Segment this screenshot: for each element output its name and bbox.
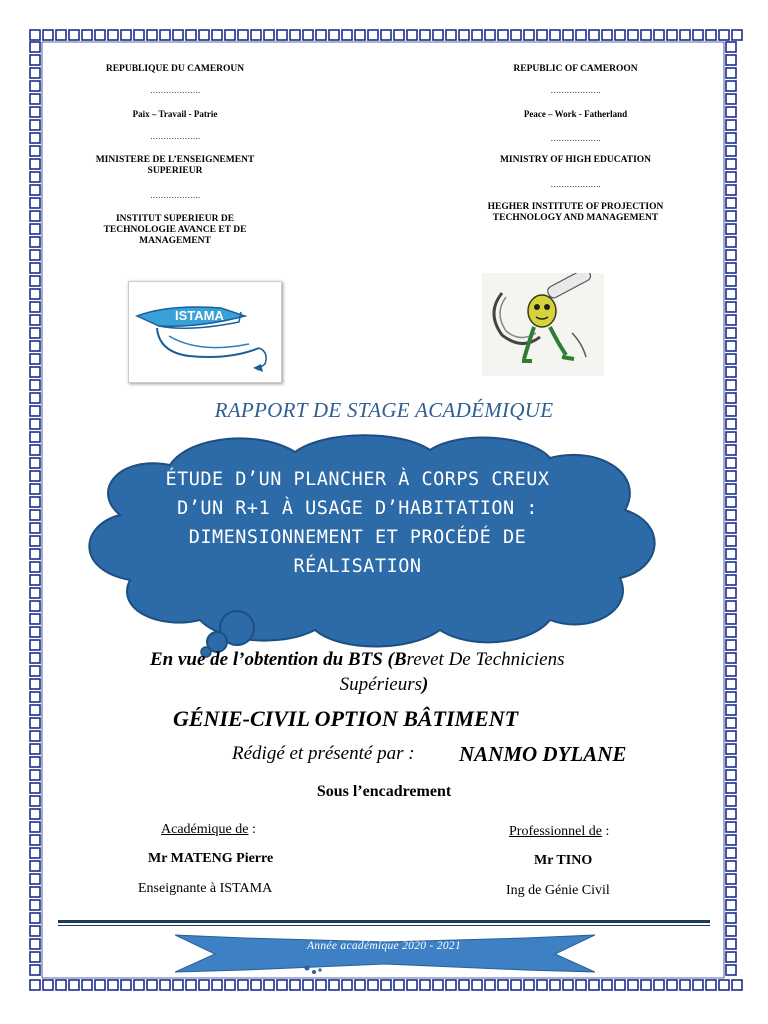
- year-ribbon: [175, 930, 595, 978]
- divider-thick: [58, 920, 710, 923]
- right-motto: Peace – Work - Fatherland: [523, 109, 628, 119]
- mascot-icon: [482, 273, 604, 376]
- academic-label-text: Académique de: [161, 822, 249, 837]
- professional-label-text: Professionnel de: [509, 824, 602, 839]
- graduation-cap-icon: [129, 282, 281, 382]
- academic-label-colon: :: [248, 822, 256, 837]
- title-line-3: DIMENSIONNEMENT ET PROCÉDÉ DE: [188, 527, 527, 548]
- report-type: RAPPORT DE STAGE ACADÉMIQUE: [214, 398, 554, 422]
- engineering-mascot-logo: [482, 273, 604, 376]
- degree-name-part-1: revet De Techniciens: [406, 649, 565, 670]
- left-separator-2: ……………….: [150, 132, 200, 141]
- title-line-4: RÉALISATION: [293, 556, 422, 577]
- right-ministry: MINISTRY OF HIGH EDUCATION: [499, 155, 652, 165]
- left-separator-1: ……………….: [150, 86, 200, 95]
- left-motto: Paix – Travail - Patrie: [132, 109, 218, 119]
- degree-intro: En vue de l’obtention du BTS (: [150, 649, 394, 670]
- professional-supervisor-role: Ing de Génie Civil: [506, 883, 610, 898]
- report-title: [130, 465, 585, 581]
- right-country: REPUBLIC OF CAMEROON: [513, 64, 638, 74]
- author-name: NANMO DYLANE: [459, 742, 627, 766]
- speciality: GÉNIE-CIVIL OPTION BÂTIMENT: [173, 706, 519, 731]
- istama-logo: [128, 281, 282, 383]
- title-line-2: D’UN R+1 À USAGE D’HABITATION :: [177, 498, 538, 519]
- degree-name-part-2: Supérieurs: [339, 674, 422, 695]
- professional-label-colon: :: [601, 824, 610, 839]
- degree-close-paren: ): [422, 674, 429, 695]
- academic-year: Année académique 2020 - 2021: [306, 940, 462, 952]
- divider-thin: [58, 925, 710, 926]
- left-institute: INSTITUT SUPERIEUR DE TECHNOLOGIE AVANCE ET DE MANAGEMENT: [103, 214, 247, 246]
- degree-initial: B: [393, 649, 407, 670]
- degree-line-2: [0, 674, 768, 696]
- degree-line-1: [150, 648, 670, 672]
- supervision-heading: Sous l’encadrement: [316, 783, 452, 800]
- left-separator-3: ……………….: [150, 191, 200, 200]
- academic-supervisor-role: Enseignante à ISTAMA: [138, 881, 273, 896]
- right-institute: HEGHER INSTITUTE OF PROJECTION TECHNOLOGY AND MANAGEMENT: [487, 202, 664, 223]
- right-separator-1: ……………….: [550, 86, 601, 95]
- written-by-label: Rédigé et présenté par :: [232, 743, 415, 764]
- academic-supervisor-label: [161, 822, 256, 838]
- left-ministry: MINISTERE DE L’ENSEIGNEMENT SUPERIEUR: [95, 155, 255, 176]
- title-line-1: ÉTUDE D’UN PLANCHER À CORPS CREUX: [165, 469, 550, 490]
- left-country: REPUBLIQUE DU CAMEROUN: [105, 64, 245, 74]
- academic-supervisor-name: Mr MATENG Pierre: [148, 851, 274, 866]
- right-separator-3: ……………….: [550, 180, 601, 189]
- istama-logo-text: ISTAMA: [175, 308, 224, 323]
- right-separator-2: ……………….: [550, 134, 601, 143]
- professional-supervisor-name: Mr TINO: [534, 853, 593, 868]
- professional-supervisor-label: [509, 824, 609, 840]
